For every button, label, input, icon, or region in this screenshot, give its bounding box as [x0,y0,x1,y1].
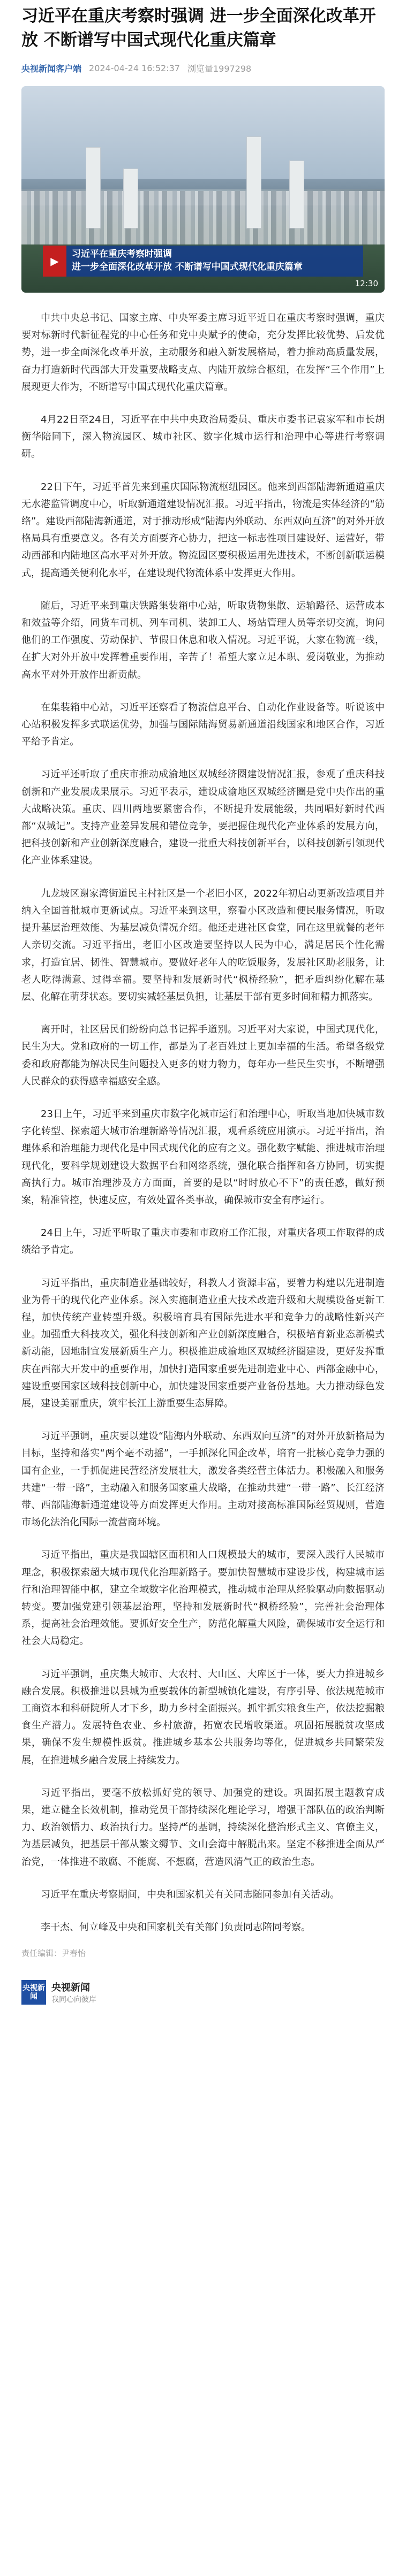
article-paragraph: 习近平强调，重庆要以建设“陆海内外联动、东西双向互济”的对外开放新格局为目标，坚持和落实“两个毫不动摇”，一手抓深化国企改革，培育一批核心竞争力强的国有企业，一手抓促进民营经济发展壮大，激发各类经营主体活力。积极融入和服务共建“一带一路”，主动融入和服务国家重大战略，在推动共建“一带一路”、长江经济带、西部陆海新通道建设等方面发挥更大作用。主动对接高标准国际经贸规则，营造市场化法治化国际一流营商环境。 [21,1431,385,1528]
source-label[interactable]: 央视新闻客户端 [21,64,82,74]
article-paragraph: 习近平指出，重庆制造业基础较好，科教人才资源丰富，要着力构建以先进制造业为骨干的现代化产业体系。深入实施制造业重大技术改造升级和大规模设备更新工程，加快传统产业转型升级。积极培育具有国际先进水平和竞争力的战略性新兴产业。加强重大科技攻关，强化科技创新和产业创新深度融合，积极培育新业态新模式新动能，因地制宜发展新质生产力。积极推进成渝地区双城经济圈建设，更好发挥重庆在西部大开发中的重要作用，加快打造国家重要先进制造业中心、西部金融中心，建设重要国家区域科技创新中心，加快建设国家重要产业备份基地。大力推动绿色发展，建设美丽重庆，筑牢长江上游重要生态屏障。 [21,1277,385,1409]
video-building [86,147,101,228]
article-paragraph: 22日下午，习近平首先来到重庆国际物流枢纽园区。他来到西部陆海新通道重庆无水港监管调度中心，听取新通道建设情况汇报。习近平指出，物流是实体经济的“筋络”。建设西部陆海新通道，对于推动形成“陆海内外联动、东西双向互济”的对外开放格局具有重要意义。各有关方面要齐心协力，把这一标志性项目建设好、运营好，带动西部和内陆地区高水平对外开放。物流园区要积极运用先进技术，不断创新联运模式，提高通关便利化水平，在建设现代物流体系中发挥更大作用。 [21,481,385,579]
video-player[interactable] [21,86,385,293]
play-icon[interactable]: ▶ [43,246,66,277]
article-paragraph: 习近平强调，重庆集大城市、大农村、大山区、大库区于一体，要大力推进城乡融合发展。积极推进以县城为重要载体的新型城镇化建设，有序引导、依法规范城市工商资本和科研院所人才下乡，助力乡村全面振兴。抓牢抓实粮食生产，依法挖掘粮食生产潜力。发展特色农业、乡村旅游，拓宽农民增收渠道。巩固拓展脱贫攻坚成果，确保不发生规模性返贫。推进城乡基本公共服务均等化，促进城乡共同繁荣发展，在推进城乡融合发展上持续发力。 [21,1668,385,1766]
article-paragraph: 随后，习近平来到重庆铁路集装箱中心站，听取货物集散、运输路径、运营成本和效益等介绍，同货车司机、列车司机、装卸工人、场站管理人员等亲切交流，询问他们的工作强度、劳动保护、节假日休息和收入情况。习近平说，大家在物流一线，在扩大对外开放中发挥着重要作用，辛苦了！希望大家立足本职、爱岗敬业，为推动高水平对外开放作出新贡献。 [21,600,385,681]
article-paragraph: 离开时，社区居民们纷纷向总书记挥手道别。习近平对大家说，中国式现代化，民生为大。党和政府的一切工作，都是为了老百姓过上更加幸福的生活。希望各级党委和政府都能为解决民生问题投入更多的财力物力，每年办一些民生实事，不断增强人民群众的获得感幸福感安全感。 [21,1024,385,1087]
video-caption-line1: 习近平在重庆考察时强调 [72,249,172,259]
brand-footer[interactable] [21,1980,385,2005]
video-duration: 12:30 [355,279,378,288]
cctv-news-logo: 央视新闻 [21,1980,46,2005]
video-building [289,160,304,228]
video-caption-line2: 进一步全面深化改革开放 不断谱写中国式现代化重庆篇章 [72,262,303,272]
article-paragraph: 习近平指出，要毫不放松抓好党的领导、加强党的建设。巩固拓展主题教育成果，建立健全长效机制，推动党员干部持续深化理论学习，增强干部队伍的政治判断力、政治领悟力、政治执行力。坚持严的基调，持续深化整治形式主义、官僚主义，为基层减负，把基层干部从繁文缛节、文山会海中解脱出来。坚定不移推进全面从严治党，一体推进不敢腐、不能腐、不想腐，营造风清气正的政治生态。 [21,1787,385,1868]
article-paragraph: 中共中央总书记、国家主席、中央军委主席习近平近日在重庆考察时强调，重庆要对标新时代新征程党的中心任务和党中央赋予的使命，充分发挥比较优势、后发优势，进一步全面深化改革开放，主动服务和融入新发展格局，着力推动高质量发展，奋力打造新时代西部大开发重要战略支点、内陆开放综合枢纽，在发挥“三个作用”上展现更大作为，不断谱写中国式现代化重庆篇章。 [21,312,385,393]
article-title: 习近平在重庆考察时强调 进一步全面深化改革开放 不断谱写中国式现代化重庆篇章 [21,6,376,50]
video-caption-overlay [43,246,363,277]
article-meta [21,62,385,74]
article-paragraph: 4月22日至24日，习近平在中共中央政治局委员、重庆市委书记袁家军和市长胡衡华陪同下，深入物流园区、城市社区、数字化城市运行和治理中心等进行考察调研。 [21,414,385,460]
brand-tagline: 我同心向彼岸 [51,1996,96,2005]
article-paragraph: 李干杰、何立峰及中央和国家机关有关部门负责同志陪同考察。 [41,1922,311,1933]
article-paragraph: 习近平在重庆考察期间，中央和国家机关有关同志随同参加有关活动。 [41,1889,340,1900]
article-paragraph: 习近平还听取了重庆市推动成渝地区双城经济圈建设情况汇报，参观了重庆科技创新和产业发展成果展示。习近平表示，建设成渝地区双城经济圈是党中央作出的重大战略决策。重庆、四川两地要紧密合作，不断提升发展能级，共同唱好新时代西部“双城记”。支持产业差异发展和错位竞争，要把握住现代化产业体系的发展方向，把科技创新和产业创新深度融合，建设一批重大科技创新平台，以科技创新引领现代化产业体系建设。 [21,769,385,867]
editor-credit: 责任编辑：尹春怡 [21,1948,86,1959]
video-building [123,169,138,228]
publish-datetime: 2024-04-24 16:52:37 [89,63,180,73]
article-paragraph: 九龙坡区谢家湾街道民主村社区是一个老旧小区，2022年初启动更新改造项目并纳入全国首批城市更新试点。习近平来到这里，察看小区改造和便民服务情况，听取提升基层治理效能、为基层减负情况介绍。他还走进社区食堂，同在这里就餐的老年人亲切交流。习近平指出，老旧小区改造要坚持以人民为中心，满足居民个性化需求，打造宜居、韧性、智慧城市。要做好老年人的吃饭服务，发展社区助老服务，让老人吃得满意、过得幸福。要坚持和发展新时代“枫桥经验”，把矛盾纠纷化解在基层、化解在萌芽状态。要切实减轻基层负担，让基层干部有更多时间和精力抓落实。 [21,888,385,1003]
video-building [246,136,261,228]
article-paragraph: 24日上午，习近平听取了重庆市委和市政府工作汇报，对重庆各项工作取得的成绩给予肯定。 [21,1227,385,1256]
article-paragraph: 23日上午，习近平来到重庆市数字化城市运行和治理中心，听取当地加快城市数字化转型、探索超大城市治理新路等情况汇报，观看系统应用演示。习近平指出，治理体系和治理能力现代化是中国式现代化的应有之义。强化数字赋能、推进城市治理现代化，要科学规划建设大数据平台和网络系统，强化联合指挥和各方协同，切实提高执行力。城市治理涉及方方面面，首要的是以“时时放心不下”的责任感，做好预案，精准管控，快速反应，有效处置各类事故，确保城市安全有序运行。 [21,1108,385,1206]
article-paragraph: 在集装箱中心站，习近平还察看了物流信息平台、自动化作业设备等。听说该中心站积极发挥多式联运优势，加强与国际陆海贸易新通道沿线国家和地区合作，习近平给予肯定。 [21,701,385,748]
article-body [21,310,385,1959]
article-paragraph: 习近平指出，重庆是我国辖区面积和人口规模最大的城市，要深入践行人民城市理念，积极探索超大城市现代化治理新路子。要加快智慧城市建设步伐，构建城市运行和治理智能中枢，建立全域数字化治理模式，推动城市治理从经验驱动向数据驱动转变。要加强党建引领基层治理，坚持和发展新时代“枫桥经验”，完善社会治理体系，提高社会治理效能。要抓好安全生产，防范化解重大风险，确保城市安全运行和社会大局稳定。 [21,1549,385,1647]
brand-name: 央视新闻 [51,1982,90,1994]
view-count: 浏览量1997298 [187,64,252,74]
video-sky [21,86,385,179]
